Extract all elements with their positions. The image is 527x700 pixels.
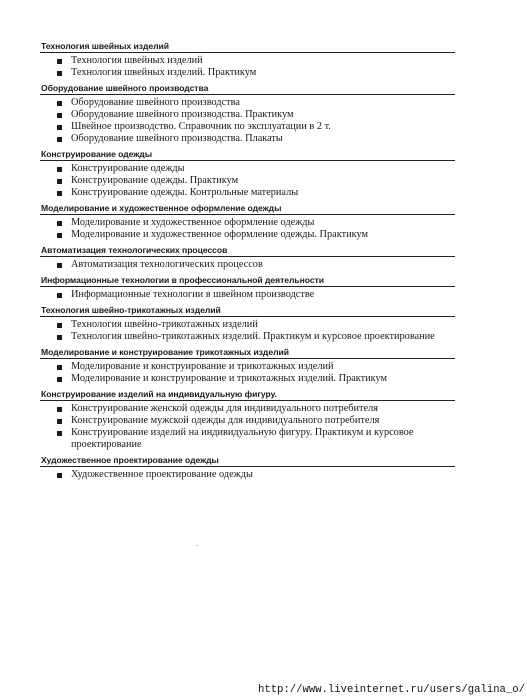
book-list-item — [40, 67, 455, 79]
section-heading: Конструирование одежды — [40, 148, 455, 161]
book-list — [40, 287, 455, 304]
catalog-section — [40, 274, 455, 304]
square-bullet-icon — [57, 431, 62, 436]
section-heading: Автоматизация технологических процессов — [40, 244, 455, 257]
square-bullet-icon — [57, 407, 62, 412]
book-title: Оборудование швейного производства. Плакаты — [71, 133, 283, 144]
square-bullet-icon — [57, 137, 62, 142]
square-bullet-icon — [57, 101, 62, 106]
catalog-section — [40, 40, 455, 82]
square-bullet-icon — [57, 233, 62, 238]
square-bullet-icon — [57, 293, 62, 298]
book-list-item — [40, 403, 455, 415]
book-list-item — [40, 373, 455, 385]
square-bullet-icon — [57, 263, 62, 268]
section-heading: Информационные технологии в профессиональной деятельности — [40, 274, 455, 287]
book-title: Моделирование и художественное оформление одежды — [71, 217, 315, 228]
book-title: Конструирование мужской одежды для индивидуального потребителя — [71, 415, 380, 426]
book-title: Конструирование изделий на индивидуальную фигуру. Практикум и курсовое проектирование — [71, 427, 414, 450]
book-list-item — [40, 217, 455, 229]
book-title: Автоматизация технологических процессов — [71, 259, 263, 270]
section-heading: Художественное проектирование одежды — [40, 454, 455, 467]
book-list — [40, 95, 455, 148]
book-list-item — [40, 229, 455, 241]
book-title: Моделирование и конструирование и трикотажных изделий — [71, 361, 334, 372]
book-list-item — [40, 175, 455, 187]
square-bullet-icon — [57, 419, 62, 424]
book-title: Конструирование одежды — [71, 163, 185, 174]
book-list-item — [40, 469, 455, 481]
section-heading: Конструирование изделий на индивидуальную фигуру. — [40, 388, 455, 401]
book-list-item — [40, 55, 455, 67]
section-heading: Технология швейно-трикотажных изделий — [40, 304, 455, 317]
book-list-item — [40, 361, 455, 373]
scan-speck — [196, 545, 198, 546]
book-title: Моделирование и художественное оформление одежды. Практикум — [71, 229, 368, 240]
book-title: Технология швейных изделий — [71, 55, 203, 66]
book-title: Конструирование одежды. Практикум — [71, 175, 239, 186]
book-title: Оборудование швейного производства. Практикум — [71, 109, 294, 120]
book-list — [40, 359, 455, 388]
catalog-section — [40, 202, 455, 244]
book-list-item — [40, 415, 455, 427]
book-list-item — [40, 289, 455, 301]
book-list-item — [40, 109, 455, 121]
square-bullet-icon — [57, 71, 62, 76]
square-bullet-icon — [57, 323, 62, 328]
section-heading: Моделирование и художественное оформление одежды — [40, 202, 455, 215]
book-list — [40, 215, 455, 244]
book-title: Швейное производство. Справочник по эксплуатации в 2 т. — [71, 121, 331, 132]
book-title: Оборудование швейного производства — [71, 97, 240, 108]
catalog-section — [40, 148, 455, 202]
catalog-section — [40, 346, 455, 388]
square-bullet-icon — [57, 125, 62, 130]
book-list — [40, 257, 455, 274]
square-bullet-icon — [57, 179, 62, 184]
book-title: Технология швейно-трикотажных изделий — [71, 319, 258, 330]
book-title: Технология швейно-трикотажных изделий. Практикум и курсовое проектирование — [71, 331, 435, 342]
catalog-section — [40, 454, 455, 484]
square-bullet-icon — [57, 365, 62, 370]
book-list — [40, 53, 455, 82]
book-list-item — [40, 133, 455, 145]
book-list-item — [40, 121, 455, 133]
square-bullet-icon — [57, 113, 62, 118]
square-bullet-icon — [57, 335, 62, 340]
square-bullet-icon — [57, 221, 62, 226]
section-heading: Оборудование швейного производства — [40, 82, 455, 95]
book-title: Моделирование и конструирование и трикотажных изделий. Практикум — [71, 373, 388, 384]
square-bullet-icon — [57, 167, 62, 172]
book-title: Информационные технологии в швейном производстве — [71, 289, 315, 300]
book-list-item — [40, 259, 455, 271]
book-list — [40, 317, 455, 346]
book-title: Конструирование женской одежды для индивидуального потребителя — [71, 403, 378, 414]
book-list-item — [40, 187, 455, 199]
square-bullet-icon — [57, 377, 62, 382]
book-title: Конструирование одежды. Контрольные материалы — [71, 187, 299, 198]
square-bullet-icon — [57, 59, 62, 64]
footer-url: http://www.liveinternet.ru/users/galina_o/ — [257, 684, 525, 696]
book-catalog-page — [40, 40, 455, 484]
catalog-section — [40, 244, 455, 274]
book-list-item — [40, 427, 455, 451]
book-title: Технология швейных изделий. Практикум — [71, 67, 257, 78]
book-list-item — [40, 331, 455, 343]
book-list — [40, 401, 455, 454]
catalog-section — [40, 82, 455, 148]
section-heading: Моделирование и конструирование трикотажных изделий — [40, 346, 455, 359]
book-list-item — [40, 163, 455, 175]
section-heading: Технология швейных изделий — [40, 40, 455, 53]
book-list-item — [40, 97, 455, 109]
book-list — [40, 161, 455, 202]
book-list — [40, 467, 455, 484]
book-title: Художественное проектирование одежды — [71, 469, 253, 480]
square-bullet-icon — [57, 191, 62, 196]
catalog-section — [40, 388, 455, 454]
catalog-section — [40, 304, 455, 346]
book-list-item — [40, 319, 455, 331]
square-bullet-icon — [57, 473, 62, 478]
